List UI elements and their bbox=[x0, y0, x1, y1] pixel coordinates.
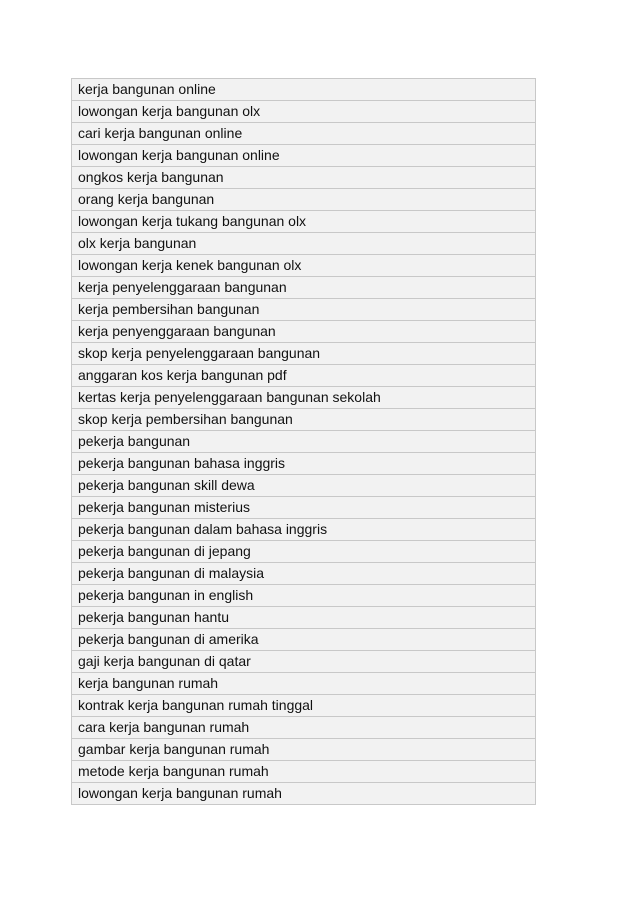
table-row bbox=[72, 233, 536, 255]
table-row bbox=[72, 585, 536, 607]
table-cell: kerja pembersihan bangunan bbox=[72, 299, 536, 321]
table-row bbox=[72, 387, 536, 409]
table-row bbox=[72, 167, 536, 189]
table-row bbox=[72, 497, 536, 519]
table-row bbox=[72, 321, 536, 343]
keyword-table bbox=[71, 78, 536, 805]
table-cell: olx kerja bangunan bbox=[72, 233, 536, 255]
table-cell: ongkos kerja bangunan bbox=[72, 167, 536, 189]
table-row bbox=[72, 211, 536, 233]
table-cell: pekerja bangunan in english bbox=[72, 585, 536, 607]
table-cell: pekerja bangunan skill dewa bbox=[72, 475, 536, 497]
table-cell: pekerja bangunan bahasa inggris bbox=[72, 453, 536, 475]
table-row bbox=[72, 475, 536, 497]
table-cell: cari kerja bangunan online bbox=[72, 123, 536, 145]
table-cell: lowongan kerja bangunan olx bbox=[72, 101, 536, 123]
table-cell: kontrak kerja bangunan rumah tinggal bbox=[72, 695, 536, 717]
table-cell: cara kerja bangunan rumah bbox=[72, 717, 536, 739]
table-cell: lowongan kerja bangunan rumah bbox=[72, 783, 536, 805]
table-row bbox=[72, 189, 536, 211]
table-row bbox=[72, 519, 536, 541]
table-cell: kertas kerja penyelenggaraan bangunan sekolah bbox=[72, 387, 536, 409]
table-row bbox=[72, 739, 536, 761]
table-row bbox=[72, 563, 536, 585]
table-row bbox=[72, 651, 536, 673]
table-cell: metode kerja bangunan rumah bbox=[72, 761, 536, 783]
table-row bbox=[72, 409, 536, 431]
table-cell: kerja penyenggaraan bangunan bbox=[72, 321, 536, 343]
table-row bbox=[72, 695, 536, 717]
table-row bbox=[72, 717, 536, 739]
table-row bbox=[72, 453, 536, 475]
table-cell: lowongan kerja tukang bangunan olx bbox=[72, 211, 536, 233]
table-cell: pekerja bangunan dalam bahasa inggris bbox=[72, 519, 536, 541]
table-row bbox=[72, 629, 536, 651]
table-cell: pekerja bangunan di malaysia bbox=[72, 563, 536, 585]
table-cell: pekerja bangunan di jepang bbox=[72, 541, 536, 563]
table-cell: pekerja bangunan bbox=[72, 431, 536, 453]
table-row bbox=[72, 541, 536, 563]
table-row bbox=[72, 607, 536, 629]
table-row bbox=[72, 255, 536, 277]
table-cell: pekerja bangunan hantu bbox=[72, 607, 536, 629]
table-row bbox=[72, 299, 536, 321]
table-row bbox=[72, 365, 536, 387]
table-cell: skop kerja pembersihan bangunan bbox=[72, 409, 536, 431]
table-cell: lowongan kerja kenek bangunan olx bbox=[72, 255, 536, 277]
table-row bbox=[72, 123, 536, 145]
table-row bbox=[72, 101, 536, 123]
table-cell: anggaran kos kerja bangunan pdf bbox=[72, 365, 536, 387]
table-row bbox=[72, 145, 536, 167]
table-row bbox=[72, 431, 536, 453]
table-row bbox=[72, 761, 536, 783]
table-cell: lowongan kerja bangunan online bbox=[72, 145, 536, 167]
table-cell: pekerja bangunan misterius bbox=[72, 497, 536, 519]
table-row bbox=[72, 79, 536, 101]
table-cell: skop kerja penyelenggaraan bangunan bbox=[72, 343, 536, 365]
table-cell: kerja penyelenggaraan bangunan bbox=[72, 277, 536, 299]
table-row bbox=[72, 343, 536, 365]
table-cell: kerja bangunan online bbox=[72, 79, 536, 101]
table-row bbox=[72, 783, 536, 805]
table-cell: gambar kerja bangunan rumah bbox=[72, 739, 536, 761]
table-row bbox=[72, 277, 536, 299]
table-cell: kerja bangunan rumah bbox=[72, 673, 536, 695]
table-row bbox=[72, 673, 536, 695]
table-cell: gaji kerja bangunan di qatar bbox=[72, 651, 536, 673]
table-cell: orang kerja bangunan bbox=[72, 189, 536, 211]
table-cell: pekerja bangunan di amerika bbox=[72, 629, 536, 651]
